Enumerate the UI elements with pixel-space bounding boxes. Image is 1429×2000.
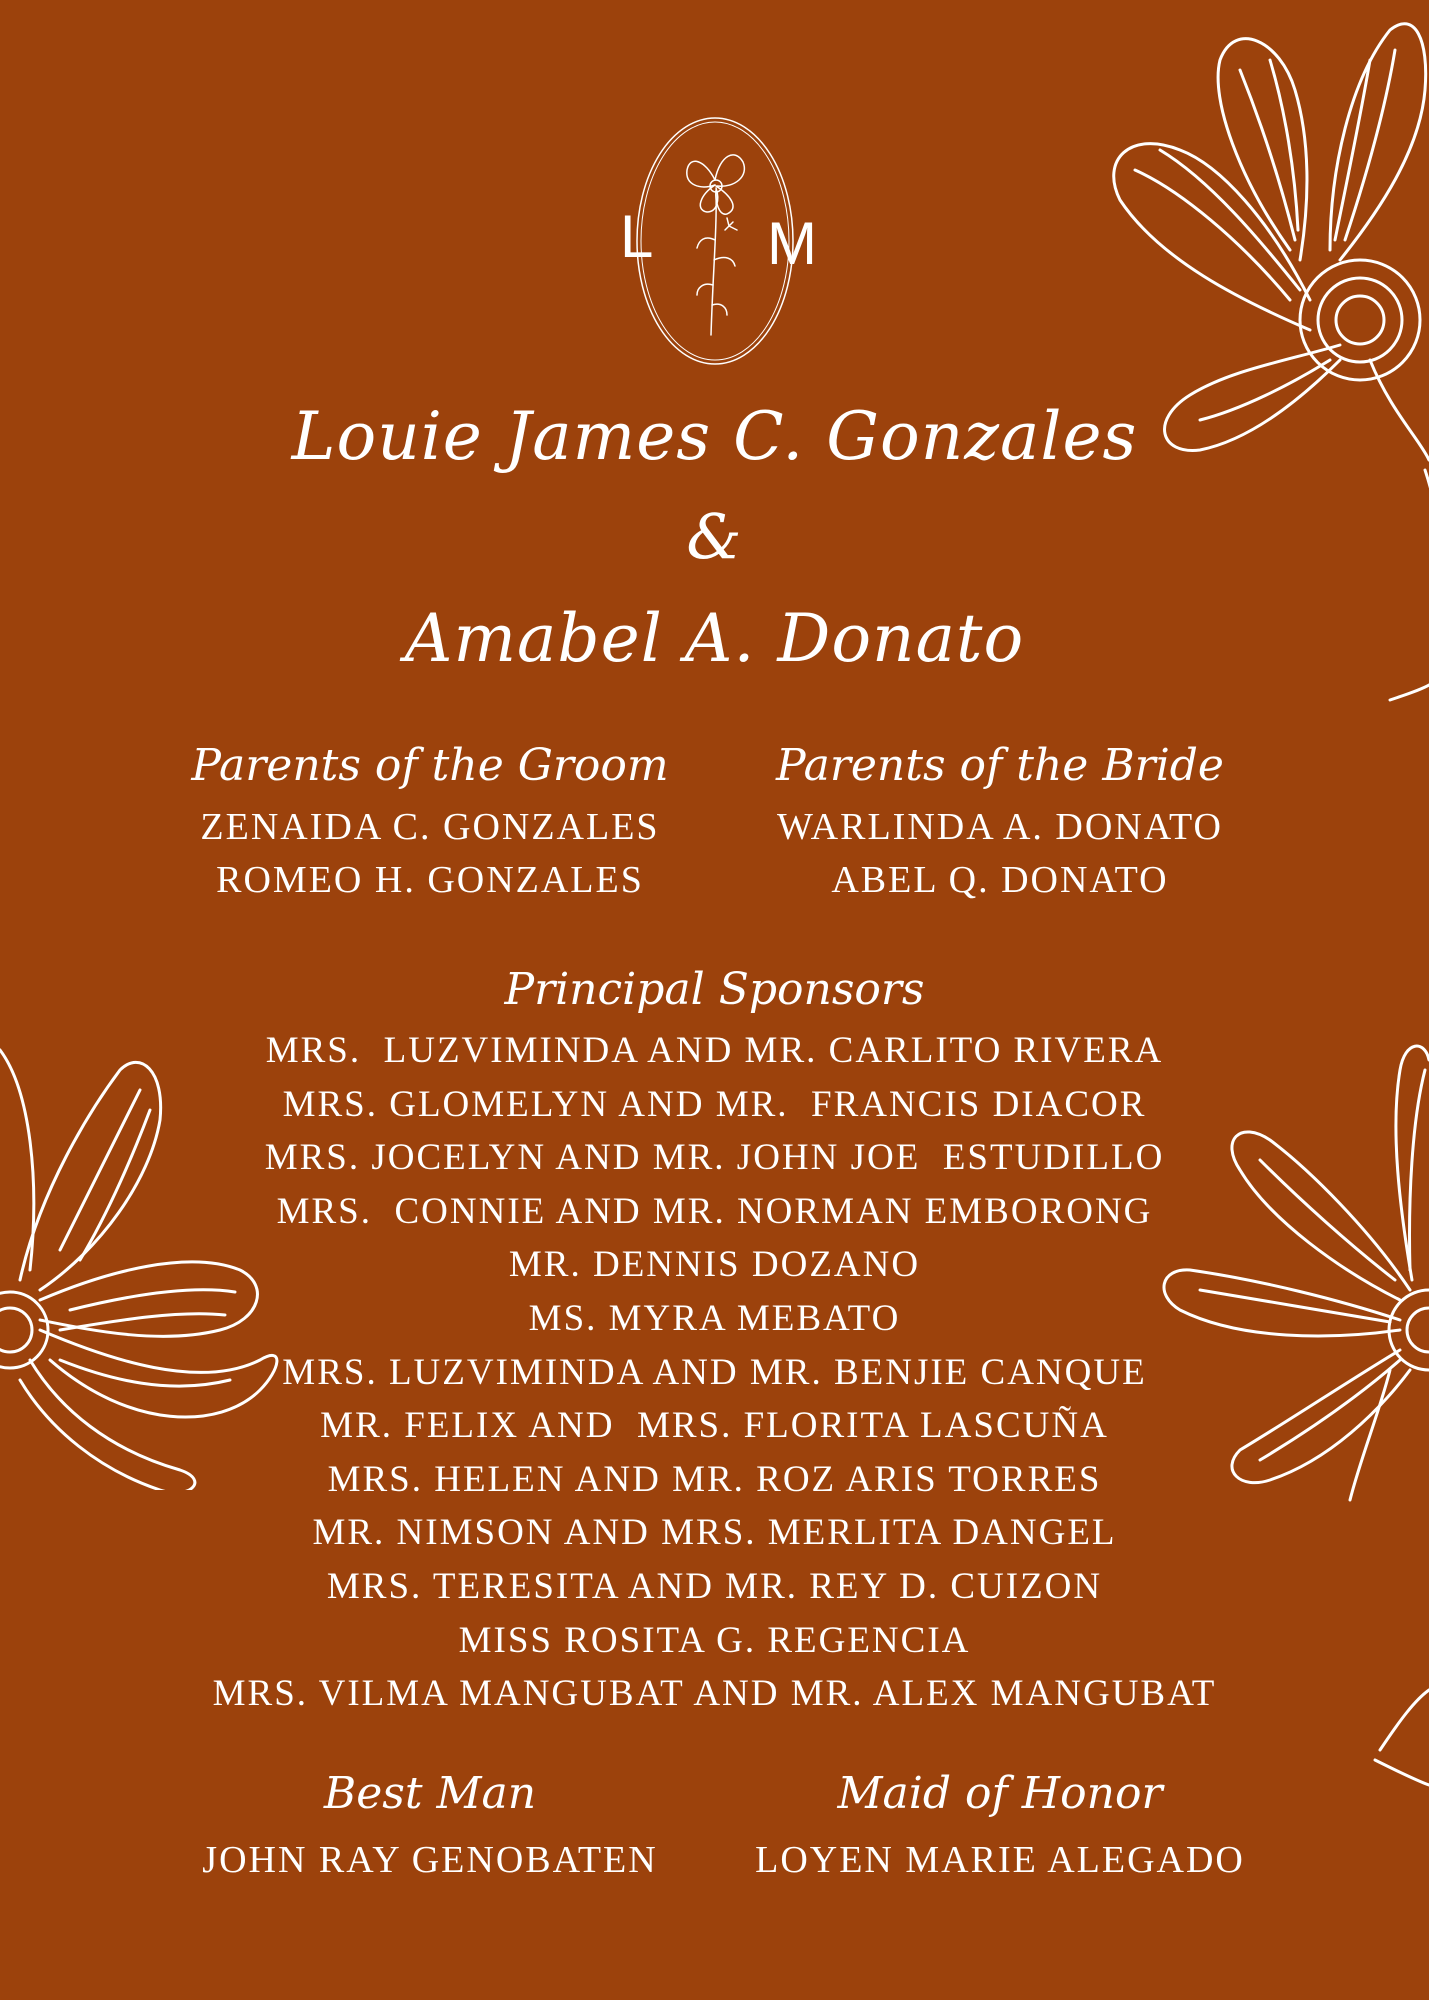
flower-stem-icon	[675, 140, 755, 340]
sponsor-name: MR. NIMSON AND MRS. MERLITA DANGEL	[312, 1512, 1117, 1554]
sponsor-name: MRS. JOCELYN AND MR. JOHN JOE ESTUDILLO	[264, 1137, 1165, 1179]
sponsor-name: MRS. GLOMELYN AND MR. FRANCIS DIACOR	[282, 1083, 1147, 1125]
monogram-initial-right: M	[767, 210, 817, 277]
sponsor-list	[0, 1024, 1429, 1721]
sponsor-name: MR. DENNIS DOZANO	[508, 1244, 921, 1286]
cosmos-flower-top-right-illustration	[1040, 0, 1429, 560]
bride-parent-2: ABEL Q. DONATO	[831, 859, 1169, 901]
sponsor-name: MS. MYRA MEBATO	[528, 1297, 901, 1339]
sponsor-name: MR. FELIX AND MRS. FLORITA LASCUÑA	[320, 1405, 1109, 1447]
bride-name: Amabel A. Donato	[404, 600, 1025, 677]
groom-parents-heading: Parents of the Groom	[191, 740, 669, 791]
maid-of-honor-heading: Maid of Honor	[837, 1768, 1163, 1819]
monogram	[620, 112, 817, 370]
bride-parents-heading: Parents of the Bride	[776, 740, 1224, 791]
best-man-heading: Best Man	[323, 1768, 537, 1819]
sponsor-name: MRS. HELEN AND MR. ROZ ARIS TORRES	[327, 1458, 1102, 1500]
sponsor-name: MRS. VILMA MANGUBAT AND MR. ALEX MANGUBAT	[212, 1673, 1217, 1715]
sponsor-name: MRS. LUZVIMINDA AND MR. CARLITO RIVERA	[265, 1030, 1164, 1071]
sponsors-heading: Principal Sponsors	[504, 964, 925, 1015]
maid-of-honor-name: LOYEN MARIE ALEGADO	[755, 1839, 1245, 1881]
best-man-name: JOHN RAY GENOBATEN	[202, 1839, 658, 1881]
groom-name: Louie James C. Gonzales	[291, 398, 1138, 475]
ampersand: &	[686, 500, 743, 573]
bride-parent-1: WARLINDA A. DONATO	[777, 806, 1223, 848]
sponsor-name: MRS. LUZVIMINDA AND MR. BENJIE CANQUE	[282, 1351, 1147, 1393]
sponsor-name: MRS. CONNIE AND MR. NORMAN EMBORONG	[276, 1190, 1153, 1232]
sponsor-name: MRS. TERESITA AND MR. REY D. CUIZON	[326, 1565, 1103, 1607]
groom-parent-2: ROMEO H. GONZALES	[216, 859, 644, 901]
monogram-initial-left: L	[620, 203, 654, 270]
sponsor-name: MISS ROSITA G. REGENCIA	[458, 1619, 971, 1661]
groom-parent-1: ZENAIDA C. GONZALES	[200, 806, 660, 848]
